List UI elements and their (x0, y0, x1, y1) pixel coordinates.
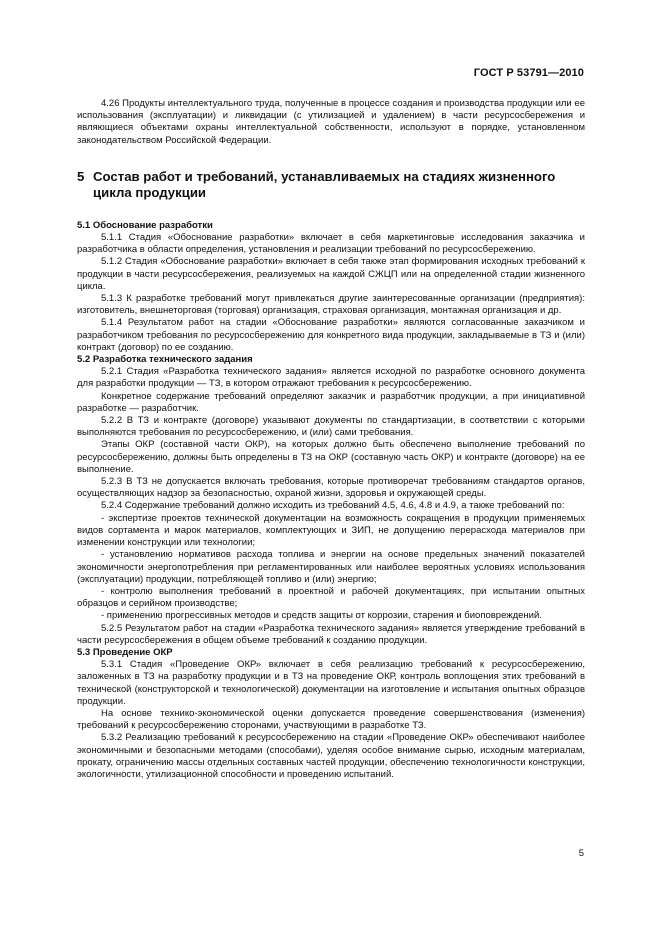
paragraph-5-2-1-b: Конкретное содержание требований определяют заказчик и разработчик продукции, а при инициативной разработке — разработчик. (77, 390, 585, 414)
section-5-title-line2: цикла продукции (93, 184, 207, 200)
section-5-number: 5 (77, 168, 85, 184)
section-5-heading (77, 169, 585, 201)
paragraph-5-1-4: 5.1.4 Результатом работ на стадии «Обоснование разработки» являются согласованные заказчиком и разработчиком требования по ресурсосбережению для конкретного вида продукции, закладываемые в ТЗ и (или) контракт (договор) по ее созданию. (77, 317, 585, 353)
document-code: ГОСТ Р 53791—2010 (473, 67, 584, 79)
paragraph-5-2-2-b: Этапы ОКР (составной части ОКР), на которых должно быть обеспечено выполнение требований по ресурсосбережению, должны быть определены в ТЗ на ОКР (составную часть ОКР) и контракте (договоре) на ее выполнение. (77, 439, 585, 475)
paragraph-4-26: 4.26 Продукты интеллектуального труда, полученные в процессе создания и производства продукции или ее использования (эксплуатации) и ликвидации (с утилизацией и удалением) в части ресурсосбережения и являющиеся объектами охраны интеллектуальной собственности, используют в порядке, установленном законодательством Российской Федерации. (77, 98, 585, 146)
list-item-norms: - установлению нормативов расхода топлива и энергии на основе предельных значений показателей экономичности энергопотребления при регламентированных или наиболее вероятных условиях использования (эксплуатации) продукции, потребляющей топливо и (или) энергию; (77, 549, 585, 585)
list-item-protection: - применению прогрессивных методов и средств защиты от коррозии, старения и биоповреждений. (101, 610, 542, 622)
paragraph-5-2-4: 5.2.4 Содержание требований должно исходить из требований 4.5, 4.6, 4.8 и 4.9, а также требований по: (101, 500, 565, 512)
subsection-5-1-heading: 5.1 Обоснование разработки (77, 219, 213, 231)
paragraph-5-1-3: 5.1.3 К разработке требований могут привлекаться другие заинтересованные организации (предприятия): изготовитель, внешнеторговая (торговая) организация, страховая организация, монтажная организация и др. (77, 293, 585, 317)
paragraph-5-1-1: 5.1.1 Стадия «Обоснование разработки» включает в себя маркетинговые исследования заказчика и разработчика в области определения, установления и реализации требований по ресурсосбережению. (77, 232, 585, 256)
paragraph-5-3-2: 5.3.2 Реализацию требований к ресурсосбережению на стадии «Проведение ОКР» обеспечивают наиболее экономичными и безопасными методами (способами), уделяя особое внимание сырью, исходным материалам, прокату, ограничению массы отдельных составных частей продукции, обеспечению технологичности конструкции, экологичности, утилизационной способности и проведению испытаний. (77, 732, 585, 780)
list-item-control: - контролю выполнения требований в проектной и рабочей документациях, при испытании опытных образцов и серийном производстве; (77, 585, 585, 610)
paragraph-5-2-5: 5.2.5 Результатом работ на стадии «Разработка технического задания» является утверждение требований в части ресурсосбережения в общем объеме требований к созданию продукции. (77, 622, 585, 646)
page-number: 5 (578, 848, 584, 859)
subsection-5-3-heading: 5.3 Проведение ОКР (77, 646, 173, 658)
list-item-expertise: - экспертизе проектов технической документации на возможность сокращения в продукции применяемых видов сортамента и марок материалов, комплектующих и ЗИП, не допущению перерасхода материалов при изменении конструкции или технологии; (77, 512, 585, 549)
paragraph-5-3-1-b: На основе технико-экономической оценки допускается проведение совершенствования (изменения) требований к ресурсосбережению сторонами, участвующими в разработке ТЗ. (77, 707, 585, 732)
paragraph-5-3-1: 5.3.1 Стадия «Проведение ОКР» включает в себя реализацию требований к ресурсосбережению, заложенных в ТЗ на разработку продукции и в ТЗ на проведение ОКР, контроль воплощения этих требований в технической (конструкторской и технологической) документации на изготовление и испытания опытных образцов продукции. (77, 659, 585, 707)
paragraph-5-1-2: 5.1.2 Стадия «Обоснование разработки» включает в себя также этап формирования исходных требований к продукции в части ресурсосбережения, реализуемых на каждой СЖЦП или на определенной стадии жизненного цикла. (77, 256, 585, 292)
subsection-5-2-heading: 5.2 Разработка технического задания (77, 354, 253, 366)
paragraph-5-2-3: 5.2.3 В ТЗ не допускается включать требования, которые противоречат требованиям стандартов органов, осуществляющих надзор за безопасностью, охраной жизни, здоровья и окружающей среды. (77, 476, 585, 500)
paragraph-5-2-1: 5.2.1 Стадия «Разработка технического задания» является исходной по разработке основного документа для разработки продукции — ТЗ, в котором отражают требования к ресурсосбережению. (77, 366, 585, 390)
page-content (77, 98, 585, 781)
paragraph-5-2-2: 5.2.2 В ТЗ и контракте (договоре) указывают документы по стандартизации, в соответствии с которыми выполняются требования по ресурсосбережению, и (или) сами требования. (77, 415, 585, 439)
section-5-title-line1: Состав работ и требований, устанавливаемых на стадиях жизненного (93, 168, 556, 184)
